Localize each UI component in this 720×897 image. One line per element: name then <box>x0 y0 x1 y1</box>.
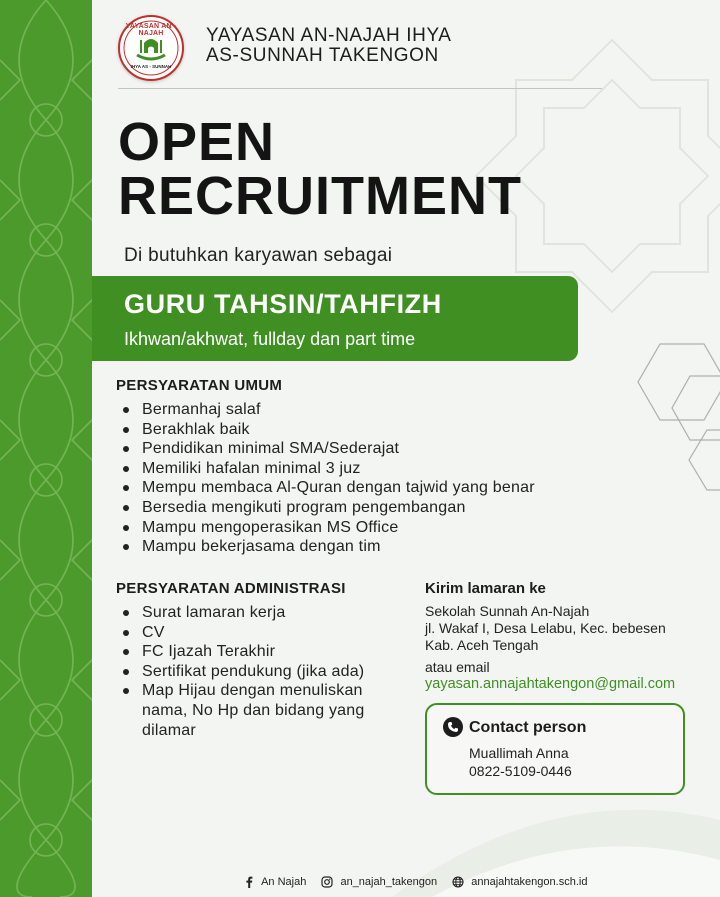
list-item: Pendidikan minimal SMA/Sederajat <box>116 439 596 459</box>
organization-name-line2: AS-SUNNAH TAKENGON <box>206 45 439 66</box>
headline <box>118 112 638 226</box>
logo-text-bottom: IHYA AS - SUNNAH <box>130 64 172 69</box>
facebook-icon[interactable] <box>244 876 254 888</box>
facebook-link[interactable]: An Najah <box>261 876 307 889</box>
contact-phone[interactable]: 0822-5109-0446 <box>469 763 572 779</box>
organization-name <box>206 26 566 66</box>
address-line: jl. Wakaf I, Desa Lelabu, Kec. bebesen <box>425 620 666 636</box>
application-title: Kirim lamaran ke <box>425 580 546 597</box>
contact-person-box <box>425 703 685 795</box>
position-banner <box>92 276 578 361</box>
globe-icon[interactable] <box>452 876 464 888</box>
list-item: Sertifikat pendukung (jika ada) <box>116 662 366 682</box>
list-item: CV <box>116 623 366 643</box>
list-item: Memiliki hafalan minimal 3 juz <box>116 459 596 479</box>
header-divider <box>118 88 602 89</box>
contact-title: Contact person <box>469 719 587 736</box>
position-title: GURU TAHSIN/TAHFIZH <box>124 289 442 319</box>
instagram-icon[interactable] <box>321 876 333 888</box>
admin-requirements-title: PERSYARATAN ADMINISTRASI <box>116 580 346 597</box>
list-item: Berakhlak baik <box>116 420 596 440</box>
list-item: Mampu bekerjasama dengan tim <box>116 537 596 557</box>
email-link[interactable]: yayasan.annajahtakengon@gmail.com <box>425 676 676 692</box>
position-subtitle: Ikhwan/akhwat, fullday dan part time <box>124 329 416 349</box>
address-line: Sekolah Sunnah An-Najah <box>425 603 590 619</box>
phone-icon <box>443 717 463 737</box>
list-item: Bersedia mengikuti program pengembangan <box>116 498 596 518</box>
headline-line1: OPEN <box>118 112 276 172</box>
list-item: Bermanhaj salaf <box>116 400 596 420</box>
address-line: Kab. Aceh Tengah <box>425 637 539 653</box>
website-link[interactable]: annajahtakengon.sch.id <box>471 876 588 889</box>
islamic-pattern-icon <box>0 0 92 897</box>
general-requirements-title: PERSYARATAN UMUM <box>116 377 283 394</box>
list-item: FC Ijazah Terakhir <box>116 642 366 662</box>
decorative-sidebar <box>0 0 92 897</box>
intro-text: Di butuhkan karyawan sebagai <box>124 245 393 266</box>
foundation-logo <box>118 15 184 81</box>
organization-name-line1: YAYASAN AN-NAJAH IHYA <box>206 25 452 46</box>
contact-name: Muallimah Anna <box>469 745 569 761</box>
admin-requirements-list <box>116 603 366 740</box>
headline-line2: RECRUITMENT <box>118 166 522 226</box>
logo-text-top: YAYASAN AN - NAJAH <box>125 23 177 37</box>
list-item: Surat lamaran kerja <box>116 603 366 623</box>
email-label: atau email <box>425 659 490 675</box>
list-item: Map Hijau dengan menuliskan nama, No Hp dan bidang yang dilamar <box>116 681 366 740</box>
list-item: Mampu mengoperasikan MS Office <box>116 518 596 538</box>
list-item: Mempu membaca Al-Quran dengan tajwid yang benar <box>116 478 596 498</box>
footer-socials <box>244 876 624 892</box>
instagram-link[interactable]: an_najah_takengon <box>340 876 438 889</box>
general-requirements-list <box>116 400 596 557</box>
